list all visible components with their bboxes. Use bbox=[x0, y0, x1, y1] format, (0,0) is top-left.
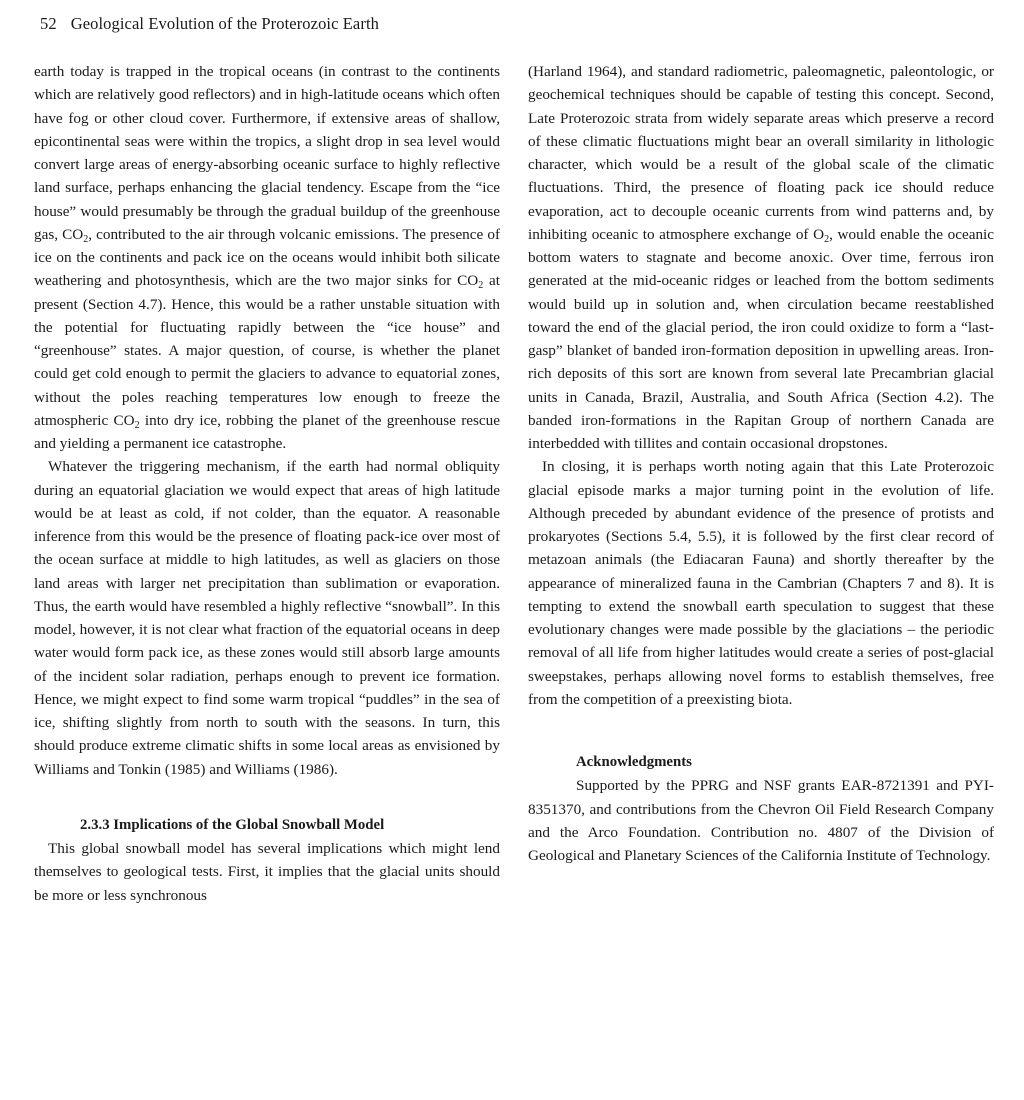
paragraph-implications: This global snowball model has several implications which might lend themselves to geological tests. First, it implies that the glacial units should be more or less synchronous bbox=[34, 840, 500, 904]
paragraph-geological-tests: (Harland 1964), and standard radiometric, paleomagnetic, paleontologic, or geochemical techniques should be capable of testing this concept. Second, Late Proterozoic strata from widely separate areas which preserve a record of these climatic fluctuations might bear an overall similarity in lithologic character, which would be a result of the global scale of the climatic fluctuations. Third, the presence of floating pack ice should reduce evaporation, act to decouple oceanic currents from wind patterns and, by inhibiting oceanic to atmosphere exchange of $O_2$, would enable the oceanic bottom waters to stagnate and become anoxic. Over time, ferrous iron generated at the mid-oceanic ridges or leached from the bottom sediments would build up in solution and, when circulation became reestablished toward the end of the glacial period, the iron could oxidize to form a “last-gasp” blanket of banded iron-formation deposition in upwelling areas. Iron-rich deposits of this sort are known from several late Precambrian glacial units in Canada, Brazil, Australia, and South Africa (Section 4.2). The banded iron-formations in the Rapitan Group of northern Canada are interbedded with tillites and contain occasional dropstones. bbox=[528, 63, 994, 452]
running-title: Geological Evolution of the Proterozoic Earth bbox=[70, 14, 379, 33]
section-heading: 2.3.3 Implications of the Global Snowball Model bbox=[80, 816, 385, 833]
paragraph-triggering-mechanism: Whatever the triggering mechanism, if the earth had normal obliquity during an equatorial glaciation we would expect that areas of high latitude would be at least as cold, if not colder, than the equator. A reasonable inference from this would be the presence of floating pack-ice over most of the ocean surface at middle to high latitudes, as well as glaciers on those land areas with larger net precipitation than sublimation or evaporation. Thus, the earth would have resembled a highly reflective “snowball”. In this model, however, it is not clear what fraction of the equatorial oceans in deep water would form pack ice, as these zones would still absorb large amounts of the incident solar radiation, perhaps enough to prevent ice formation. Hence, we might expect to find some warm tropical “puddles” in the sea of ice, shifting slightly from north to south with the seasons. In turn, this should produce extreme climatic shifts in some local areas as envisioned by Williams and Tonkin (1985) and Williams (1986). bbox=[34, 458, 500, 778]
acknowledgments-heading: Acknowledgments bbox=[576, 754, 692, 770]
acknowledgments-body: Supported by the PPRG and NSF grants EAR-8721391 and PYI-8351370, and contributions from the Chevron Oil Field Research Company and the Arco Foundation. Contribution no. 4807 of the Division of Geological and Planetary Sciences of the California Institute of Technology. bbox=[528, 777, 994, 864]
right-column bbox=[528, 60, 994, 867]
left-column bbox=[34, 60, 500, 907]
paragraph-ice-house: earth today is trapped in the tropical oceans (in contrast to the continents which are relatively good reflectors) and in high-latitude oceans which often have fog or other cloud cover. Furthermore, if extensive areas of shallow, epicontinental seas were within the tropics, a slight drop in sea level would convert large areas of energy-absorbing oceanic surface to highly reflective land surface, perhaps enhancing the glacial tendency. Escape from the “ice house” would presumably be through the gradual buildup of the greenhouse gas, $CO_2$, contributed to the air through volcanic emissions. The presence of ice on the continents and pack ice on the oceans would inhibit both silicate weathering and photosynthesis, which are the two major sinks for $CO_2$ at present (Section 4.7). Hence, this would be a rather unstable situation with the potential for fluctuating rapidly between the “ice house” and “greenhouse” states. A major question, of course, is whether the planet could get cold enough to permit the glaciers to advance to equatorial zones, without the poles reaching temperatures low enough to freeze the atmospheric $CO_2$ into dry ice, robbing the planet of the greenhouse rescue and yielding a permanent ice catastrophe. bbox=[34, 63, 500, 452]
page-number: 52 bbox=[40, 14, 57, 33]
paragraph-closing: In closing, it is perhaps worth noting again that this Late Proterozoic glacial episode marks a major turning point in the evolution of life. Although preceded by abundant evidence of the presence of protists and prokaryotes (Sections 5.4, 5.5), it is followed by the first clear record of metazoan animals (the Ediacaran Fauna) and shortly thereafter by the appearance of mineralized fauna in the Cambrian (Chapters 7 and 8). It is tempting to extend the snowball earth speculation to suggest that these evolutionary changes were made possible by the glaciations – the periodic removal of all life from higher latitudes would create a series of post-glacial sweepstakes, perhaps allowing novel forms to establish themselves, free from the competition of a preexisting biota. bbox=[528, 458, 994, 708]
running-header bbox=[40, 14, 379, 34]
